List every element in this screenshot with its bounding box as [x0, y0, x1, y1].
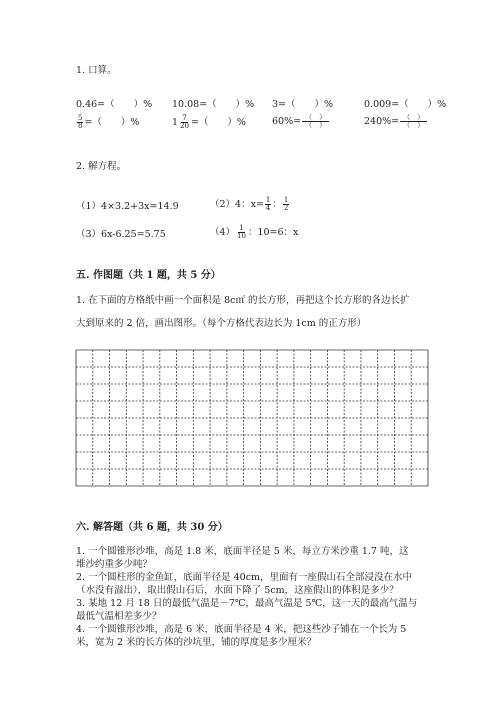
oral-item-4: 0.009=（ ）% — [364, 99, 447, 110]
equation-2: （2）4：x= $\frac{1}{4}$ ： $\frac{1}{2}$ — [210, 196, 289, 212]
oral-item-8: 240%= $\frac{( )}{( )}$ — [364, 114, 428, 129]
square-grid — [75, 349, 429, 487]
drawing-question-line-1: 1. 在下面的方格纸中画一个面积是 8c㎡ 的长方形，再把这个长方形的各边长扩 — [76, 295, 410, 306]
answer-line-5: 3. 某地 12 月 18 日的最低气温是－7℃，最高气温是 5℃，这一天的最高气温与 — [76, 598, 418, 609]
oral-item-3: 3=（ ）% — [272, 99, 334, 110]
answer-line-3: 2. 一个圆柱形的金鱼缸，底面半径是 40cm，里面有一座假山石全部浸没在水中 — [76, 572, 413, 583]
answer-line-6: 最低气温相差多少？ — [76, 611, 162, 622]
section6-heading: 六. 解答题（共 6 题，共 30 分） — [76, 522, 228, 533]
section2-title: 2. 解方程。 — [76, 161, 127, 172]
section5-heading: 五. 作图题（共 1 题，共 5 分） — [76, 270, 221, 281]
section1-title: 1. 口算。 — [76, 65, 117, 76]
oral-item-7: 60%= $\frac{( )}{( )}$ — [272, 114, 330, 129]
oral-item-6: 1 $\frac{7}{20}$ =（ ）% — [172, 114, 246, 130]
oral-item-5: $\frac{5}{8}$ =（ ）% — [78, 114, 140, 130]
answer-line-7: 4. 一个圆锥形沙堆，高是 6 米，底面半径是 4 米，把这些沙子铺在一个长为 5 — [76, 624, 407, 635]
answer-line-8: 米，宽为 2 米的长方体的沙坑里，铺的厚度是多少厘米？ — [76, 637, 317, 648]
answer-line-4: （水没有溢出），取出假山石后，水面下降了 5cm，这座假山的体积是多少？ — [76, 585, 399, 596]
answer-line-1: 1. 一个圆锥形沙堆，高是 1.8 米，底面半径是 5 米，每立方米沙重 1.7 吨，这 — [76, 546, 409, 557]
oral-item-2: 10.08=（ ）% — [172, 99, 255, 110]
equation-1: （1）4×3.2+3x=14.9 — [76, 201, 179, 212]
oral-item-1: 0.46=（ ）% — [76, 99, 153, 110]
answer-line-2: 堆沙约重多少吨？ — [76, 559, 153, 570]
equation-4: （4） $\frac{1}{10}$ ：10=6：x — [210, 224, 299, 240]
equation-3: （3）6x-6.25=5.75 — [76, 229, 166, 240]
drawing-question-line-2: 大到原来的 2 倍，画出图形。（每个方格代表边长为 1cm 的正方形） — [76, 318, 367, 329]
